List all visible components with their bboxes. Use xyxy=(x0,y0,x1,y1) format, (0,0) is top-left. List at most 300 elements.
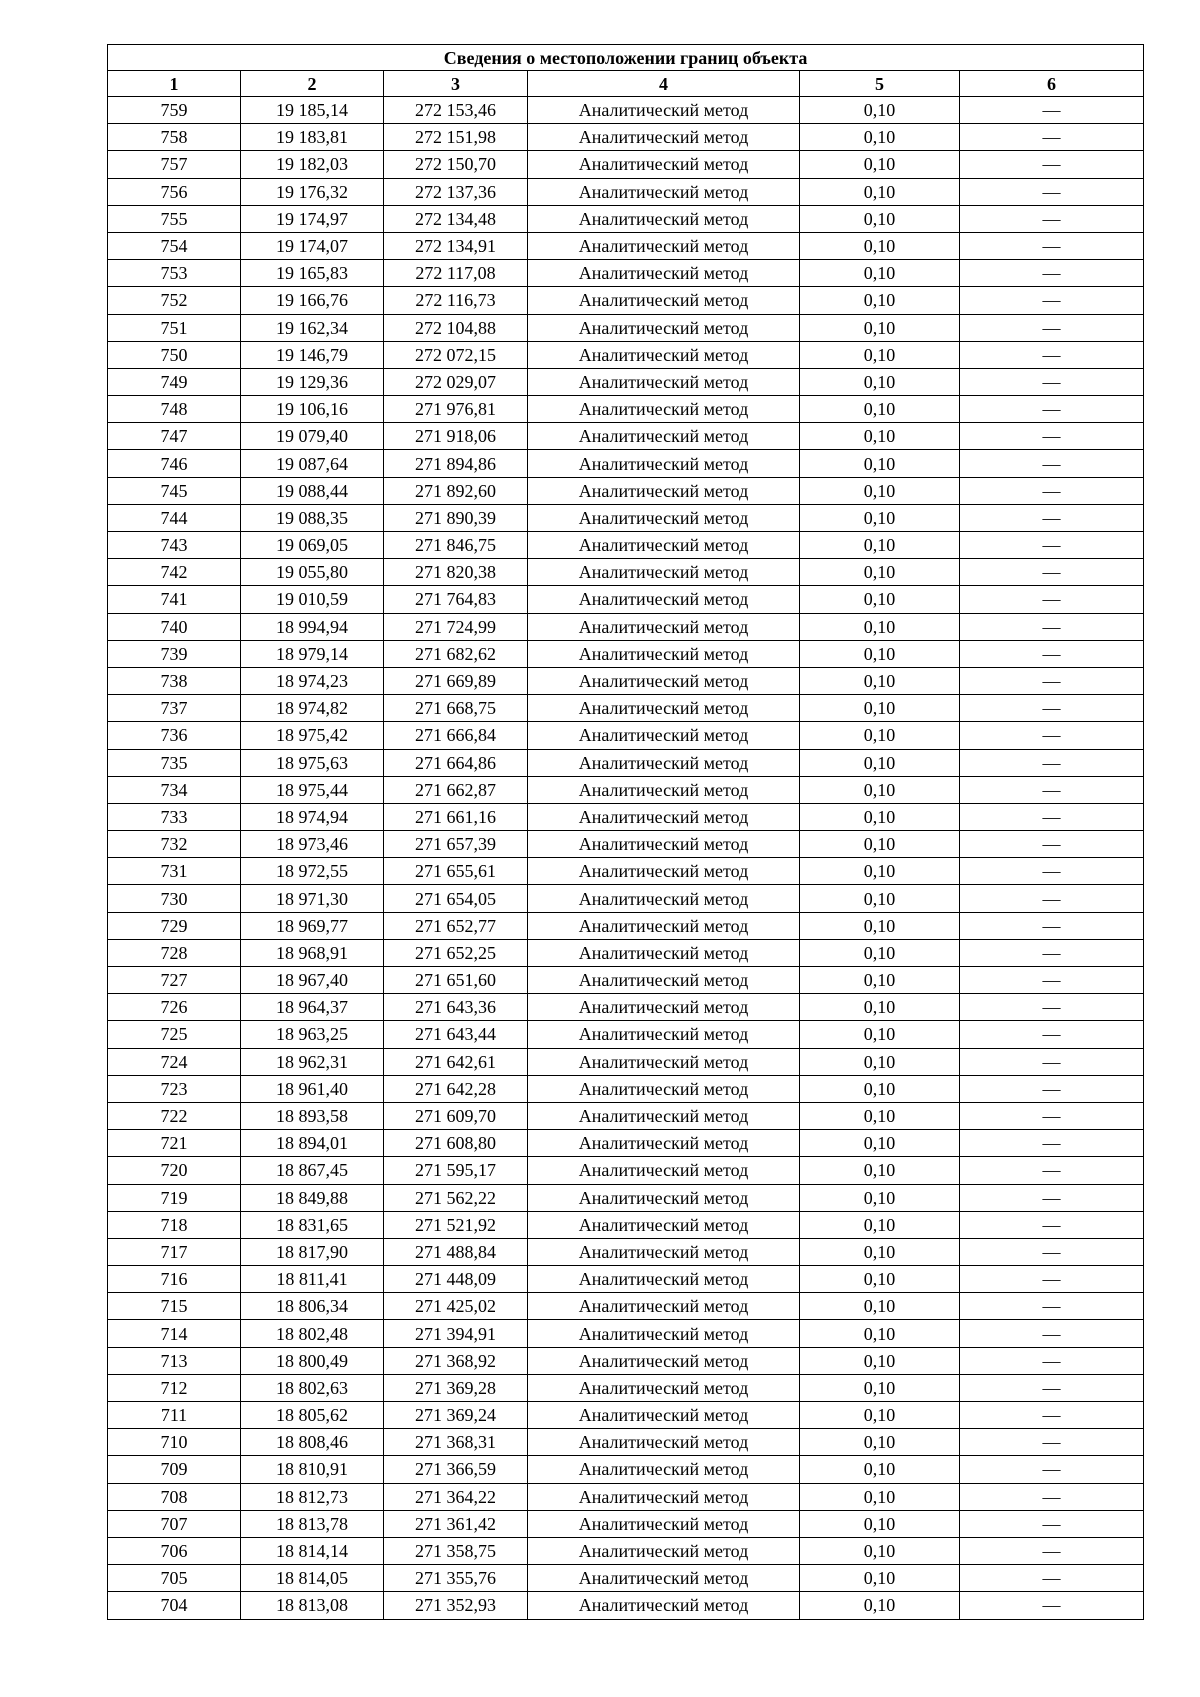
note-cell: — xyxy=(960,504,1144,531)
table-row xyxy=(108,1483,1144,1510)
column-header: 1 xyxy=(108,71,241,97)
note-cell: — xyxy=(960,1184,1144,1211)
table-row xyxy=(108,205,1144,232)
note-cell: — xyxy=(960,1157,1144,1184)
method-cell: Аналитический метод xyxy=(528,1238,800,1265)
x-coordinate-cell: 19 185,14 xyxy=(241,97,384,124)
x-coordinate-cell: 18 964,37 xyxy=(241,994,384,1021)
method-cell: Аналитический метод xyxy=(528,232,800,259)
note-cell: — xyxy=(960,1048,1144,1075)
note-cell: — xyxy=(960,450,1144,477)
table-row xyxy=(108,722,1144,749)
y-coordinate-cell: 271 608,80 xyxy=(384,1130,528,1157)
table-row xyxy=(108,1211,1144,1238)
note-cell: — xyxy=(960,232,1144,259)
note-cell: — xyxy=(960,831,1144,858)
note-cell: — xyxy=(960,124,1144,151)
method-cell: Аналитический метод xyxy=(528,151,800,178)
precision-cell: 0,10 xyxy=(800,1347,960,1374)
method-cell: Аналитический метод xyxy=(528,613,800,640)
precision-cell: 0,10 xyxy=(800,1157,960,1184)
y-coordinate-cell: 271 352,93 xyxy=(384,1592,528,1619)
table-row xyxy=(108,1266,1144,1293)
x-coordinate-cell: 18 894,01 xyxy=(241,1130,384,1157)
method-cell: Аналитический метод xyxy=(528,260,800,287)
document-sheet xyxy=(107,44,1143,1620)
point-number-cell: 718 xyxy=(108,1211,241,1238)
point-number-cell: 713 xyxy=(108,1347,241,1374)
point-number-cell: 742 xyxy=(108,559,241,586)
x-coordinate-cell: 19 166,76 xyxy=(241,287,384,314)
table-row xyxy=(108,287,1144,314)
x-coordinate-cell: 18 849,88 xyxy=(241,1184,384,1211)
method-cell: Аналитический метод xyxy=(528,749,800,776)
note-cell: — xyxy=(960,368,1144,395)
note-cell: — xyxy=(960,178,1144,205)
point-number-cell: 728 xyxy=(108,939,241,966)
x-coordinate-cell: 18 811,41 xyxy=(241,1266,384,1293)
x-coordinate-cell: 18 975,42 xyxy=(241,722,384,749)
precision-cell: 0,10 xyxy=(800,260,960,287)
note-cell: — xyxy=(960,260,1144,287)
precision-cell: 0,10 xyxy=(800,722,960,749)
point-number-cell: 727 xyxy=(108,967,241,994)
note-cell: — xyxy=(960,1402,1144,1429)
point-number-cell: 710 xyxy=(108,1429,241,1456)
note-cell: — xyxy=(960,1320,1144,1347)
table-row xyxy=(108,967,1144,994)
x-coordinate-cell: 18 813,78 xyxy=(241,1510,384,1537)
point-number-cell: 705 xyxy=(108,1565,241,1592)
method-cell: Аналитический метод xyxy=(528,450,800,477)
y-coordinate-cell: 272 151,98 xyxy=(384,124,528,151)
table-row xyxy=(108,532,1144,559)
y-coordinate-cell: 272 117,08 xyxy=(384,260,528,287)
precision-cell: 0,10 xyxy=(800,1374,960,1401)
point-number-cell: 708 xyxy=(108,1483,241,1510)
note-cell: — xyxy=(960,1238,1144,1265)
method-cell: Аналитический метод xyxy=(528,1429,800,1456)
precision-cell: 0,10 xyxy=(800,1238,960,1265)
note-cell: — xyxy=(960,1347,1144,1374)
y-coordinate-cell: 271 669,89 xyxy=(384,667,528,694)
y-coordinate-cell: 271 609,70 xyxy=(384,1102,528,1129)
y-coordinate-cell: 271 488,84 xyxy=(384,1238,528,1265)
precision-cell: 0,10 xyxy=(800,912,960,939)
point-number-cell: 754 xyxy=(108,232,241,259)
column-header: 5 xyxy=(800,71,960,97)
x-coordinate-cell: 19 174,07 xyxy=(241,232,384,259)
point-number-cell: 739 xyxy=(108,640,241,667)
x-coordinate-cell: 18 968,91 xyxy=(241,939,384,966)
precision-cell: 0,10 xyxy=(800,695,960,722)
point-number-cell: 752 xyxy=(108,287,241,314)
x-coordinate-cell: 18 814,05 xyxy=(241,1565,384,1592)
point-number-cell: 724 xyxy=(108,1048,241,1075)
precision-cell: 0,10 xyxy=(800,178,960,205)
table-row xyxy=(108,885,1144,912)
table-row xyxy=(108,939,1144,966)
note-cell: — xyxy=(960,1211,1144,1238)
method-cell: Аналитический метод xyxy=(528,1021,800,1048)
x-coordinate-cell: 18 974,23 xyxy=(241,667,384,694)
point-number-cell: 758 xyxy=(108,124,241,151)
x-coordinate-cell: 18 974,82 xyxy=(241,695,384,722)
y-coordinate-cell: 271 918,06 xyxy=(384,423,528,450)
table-row xyxy=(108,749,1144,776)
note-cell: — xyxy=(960,423,1144,450)
precision-cell: 0,10 xyxy=(800,939,960,966)
x-coordinate-cell: 18 813,08 xyxy=(241,1592,384,1619)
table-row xyxy=(108,667,1144,694)
y-coordinate-cell: 271 642,28 xyxy=(384,1075,528,1102)
column-header: 3 xyxy=(384,71,528,97)
x-coordinate-cell: 18 962,31 xyxy=(241,1048,384,1075)
point-number-cell: 731 xyxy=(108,858,241,885)
method-cell: Аналитический метод xyxy=(528,368,800,395)
note-cell: — xyxy=(960,613,1144,640)
caption-row xyxy=(108,45,1144,71)
point-number-cell: 712 xyxy=(108,1374,241,1401)
y-coordinate-cell: 271 682,62 xyxy=(384,640,528,667)
table-row xyxy=(108,1075,1144,1102)
table-row xyxy=(108,124,1144,151)
x-coordinate-cell: 18 814,14 xyxy=(241,1537,384,1564)
note-cell: — xyxy=(960,640,1144,667)
table-row xyxy=(108,1048,1144,1075)
precision-cell: 0,10 xyxy=(800,151,960,178)
x-coordinate-cell: 19 165,83 xyxy=(241,260,384,287)
precision-cell: 0,10 xyxy=(800,423,960,450)
method-cell: Аналитический метод xyxy=(528,640,800,667)
y-coordinate-cell: 272 134,48 xyxy=(384,205,528,232)
note-cell: — xyxy=(960,776,1144,803)
method-cell: Аналитический метод xyxy=(528,504,800,531)
table-row xyxy=(108,477,1144,504)
precision-cell: 0,10 xyxy=(800,1429,960,1456)
x-coordinate-cell: 18 994,94 xyxy=(241,613,384,640)
point-number-cell: 745 xyxy=(108,477,241,504)
method-cell: Аналитический метод xyxy=(528,97,800,124)
table-row xyxy=(108,586,1144,613)
x-coordinate-cell: 18 802,63 xyxy=(241,1374,384,1401)
note-cell: — xyxy=(960,1130,1144,1157)
method-cell: Аналитический метод xyxy=(528,885,800,912)
column-header: 2 xyxy=(241,71,384,97)
x-coordinate-cell: 18 973,46 xyxy=(241,831,384,858)
x-coordinate-cell: 18 867,45 xyxy=(241,1157,384,1184)
column-header: 6 xyxy=(960,71,1144,97)
point-number-cell: 707 xyxy=(108,1510,241,1537)
y-coordinate-cell: 272 150,70 xyxy=(384,151,528,178)
x-coordinate-cell: 18 972,55 xyxy=(241,858,384,885)
y-coordinate-cell: 271 366,59 xyxy=(384,1456,528,1483)
precision-cell: 0,10 xyxy=(800,97,960,124)
point-number-cell: 730 xyxy=(108,885,241,912)
table-row xyxy=(108,1565,1144,1592)
table-row xyxy=(108,232,1144,259)
note-cell: — xyxy=(960,586,1144,613)
table-row xyxy=(108,1320,1144,1347)
table-row xyxy=(108,695,1144,722)
precision-cell: 0,10 xyxy=(800,1592,960,1619)
table-row xyxy=(108,396,1144,423)
y-coordinate-cell: 271 657,39 xyxy=(384,831,528,858)
precision-cell: 0,10 xyxy=(800,1102,960,1129)
x-coordinate-cell: 18 961,40 xyxy=(241,1075,384,1102)
precision-cell: 0,10 xyxy=(800,1048,960,1075)
method-cell: Аналитический метод xyxy=(528,423,800,450)
note-cell: — xyxy=(960,912,1144,939)
precision-cell: 0,10 xyxy=(800,396,960,423)
x-coordinate-cell: 19 055,80 xyxy=(241,559,384,586)
table-row xyxy=(108,1157,1144,1184)
note-cell: — xyxy=(960,939,1144,966)
y-coordinate-cell: 271 368,92 xyxy=(384,1347,528,1374)
point-number-cell: 749 xyxy=(108,368,241,395)
precision-cell: 0,10 xyxy=(800,314,960,341)
x-coordinate-cell: 19 088,35 xyxy=(241,504,384,531)
table-row xyxy=(108,1456,1144,1483)
note-cell: — xyxy=(960,695,1144,722)
method-cell: Аналитический метод xyxy=(528,396,800,423)
table-body xyxy=(108,97,1144,1620)
x-coordinate-cell: 18 893,58 xyxy=(241,1102,384,1129)
point-number-cell: 716 xyxy=(108,1266,241,1293)
x-coordinate-cell: 19 087,64 xyxy=(241,450,384,477)
y-coordinate-cell: 271 643,44 xyxy=(384,1021,528,1048)
table-row xyxy=(108,640,1144,667)
note-cell: — xyxy=(960,1483,1144,1510)
y-coordinate-cell: 271 820,38 xyxy=(384,559,528,586)
x-coordinate-cell: 18 817,90 xyxy=(241,1238,384,1265)
note-cell: — xyxy=(960,967,1144,994)
point-number-cell: 756 xyxy=(108,178,241,205)
x-coordinate-cell: 18 979,14 xyxy=(241,640,384,667)
y-coordinate-cell: 271 369,28 xyxy=(384,1374,528,1401)
point-number-cell: 743 xyxy=(108,532,241,559)
method-cell: Аналитический метод xyxy=(528,994,800,1021)
precision-cell: 0,10 xyxy=(800,803,960,830)
point-number-cell: 741 xyxy=(108,586,241,613)
note-cell: — xyxy=(960,1537,1144,1564)
point-number-cell: 721 xyxy=(108,1130,241,1157)
precision-cell: 0,10 xyxy=(800,1320,960,1347)
precision-cell: 0,10 xyxy=(800,1456,960,1483)
y-coordinate-cell: 271 368,31 xyxy=(384,1429,528,1456)
method-cell: Аналитический метод xyxy=(528,722,800,749)
precision-cell: 0,10 xyxy=(800,287,960,314)
x-coordinate-cell: 19 146,79 xyxy=(241,341,384,368)
x-coordinate-cell: 18 971,30 xyxy=(241,885,384,912)
y-coordinate-cell: 272 104,88 xyxy=(384,314,528,341)
table-row xyxy=(108,994,1144,1021)
x-coordinate-cell: 18 810,91 xyxy=(241,1456,384,1483)
table-row xyxy=(108,613,1144,640)
y-coordinate-cell: 271 652,25 xyxy=(384,939,528,966)
method-cell: Аналитический метод xyxy=(528,939,800,966)
method-cell: Аналитический метод xyxy=(528,831,800,858)
point-number-cell: 751 xyxy=(108,314,241,341)
x-coordinate-cell: 18 967,40 xyxy=(241,967,384,994)
method-cell: Аналитический метод xyxy=(528,1293,800,1320)
table-row xyxy=(108,858,1144,885)
y-coordinate-cell: 271 654,05 xyxy=(384,885,528,912)
table-row xyxy=(108,803,1144,830)
note-cell: — xyxy=(960,1565,1144,1592)
note-cell: — xyxy=(960,858,1144,885)
note-cell: — xyxy=(960,477,1144,504)
method-cell: Аналитический метод xyxy=(528,1184,800,1211)
precision-cell: 0,10 xyxy=(800,559,960,586)
y-coordinate-cell: 271 892,60 xyxy=(384,477,528,504)
table-row xyxy=(108,1510,1144,1537)
table-row xyxy=(108,1429,1144,1456)
table-row xyxy=(108,97,1144,124)
y-coordinate-cell: 271 652,77 xyxy=(384,912,528,939)
x-coordinate-cell: 19 079,40 xyxy=(241,423,384,450)
table-row xyxy=(108,151,1144,178)
x-coordinate-cell: 18 969,77 xyxy=(241,912,384,939)
precision-cell: 0,10 xyxy=(800,450,960,477)
x-coordinate-cell: 18 800,49 xyxy=(241,1347,384,1374)
x-coordinate-cell: 19 183,81 xyxy=(241,124,384,151)
method-cell: Аналитический метод xyxy=(528,477,800,504)
note-cell: — xyxy=(960,803,1144,830)
precision-cell: 0,10 xyxy=(800,613,960,640)
x-coordinate-cell: 19 088,44 xyxy=(241,477,384,504)
precision-cell: 0,10 xyxy=(800,885,960,912)
note-cell: — xyxy=(960,885,1144,912)
table-row xyxy=(108,912,1144,939)
table-row xyxy=(108,559,1144,586)
point-number-cell: 704 xyxy=(108,1592,241,1619)
point-number-cell: 735 xyxy=(108,749,241,776)
point-number-cell: 717 xyxy=(108,1238,241,1265)
note-cell: — xyxy=(960,1293,1144,1320)
method-cell: Аналитический метод xyxy=(528,205,800,232)
method-cell: Аналитический метод xyxy=(528,1374,800,1401)
note-cell: — xyxy=(960,396,1144,423)
note-cell: — xyxy=(960,1374,1144,1401)
y-coordinate-cell: 271 724,99 xyxy=(384,613,528,640)
x-coordinate-cell: 18 975,44 xyxy=(241,776,384,803)
y-coordinate-cell: 272 116,73 xyxy=(384,287,528,314)
y-coordinate-cell: 271 764,83 xyxy=(384,586,528,613)
table-row xyxy=(108,831,1144,858)
method-cell: Аналитический метод xyxy=(528,124,800,151)
y-coordinate-cell: 271 562,22 xyxy=(384,1184,528,1211)
note-cell: — xyxy=(960,151,1144,178)
precision-cell: 0,10 xyxy=(800,858,960,885)
note-cell: — xyxy=(960,749,1144,776)
method-cell: Аналитический метод xyxy=(528,1510,800,1537)
y-coordinate-cell: 271 595,17 xyxy=(384,1157,528,1184)
point-number-cell: 726 xyxy=(108,994,241,1021)
method-cell: Аналитический метод xyxy=(528,1402,800,1429)
precision-cell: 0,10 xyxy=(800,831,960,858)
method-cell: Аналитический метод xyxy=(528,1211,800,1238)
method-cell: Аналитический метод xyxy=(528,314,800,341)
precision-cell: 0,10 xyxy=(800,967,960,994)
x-coordinate-cell: 18 802,48 xyxy=(241,1320,384,1347)
table-row xyxy=(108,1374,1144,1401)
note-cell: — xyxy=(960,1075,1144,1102)
note-cell: — xyxy=(960,314,1144,341)
table-row xyxy=(108,1347,1144,1374)
column-header-row xyxy=(108,71,1144,97)
y-coordinate-cell: 271 355,76 xyxy=(384,1565,528,1592)
precision-cell: 0,10 xyxy=(800,368,960,395)
precision-cell: 0,10 xyxy=(800,586,960,613)
y-coordinate-cell: 272 072,15 xyxy=(384,341,528,368)
table-row xyxy=(108,504,1144,531)
point-number-cell: 755 xyxy=(108,205,241,232)
y-coordinate-cell: 271 890,39 xyxy=(384,504,528,531)
method-cell: Аналитический метод xyxy=(528,858,800,885)
method-cell: Аналитический метод xyxy=(528,1565,800,1592)
x-coordinate-cell: 18 831,65 xyxy=(241,1211,384,1238)
method-cell: Аналитический метод xyxy=(528,803,800,830)
precision-cell: 0,10 xyxy=(800,994,960,1021)
method-cell: Аналитический метод xyxy=(528,559,800,586)
note-cell: — xyxy=(960,1429,1144,1456)
method-cell: Аналитический метод xyxy=(528,1483,800,1510)
y-coordinate-cell: 271 976,81 xyxy=(384,396,528,423)
table-row xyxy=(108,1021,1144,1048)
y-coordinate-cell: 271 358,75 xyxy=(384,1537,528,1564)
precision-cell: 0,10 xyxy=(800,749,960,776)
point-number-cell: 759 xyxy=(108,97,241,124)
x-coordinate-cell: 18 974,94 xyxy=(241,803,384,830)
method-cell: Аналитический метод xyxy=(528,776,800,803)
point-number-cell: 732 xyxy=(108,831,241,858)
precision-cell: 0,10 xyxy=(800,532,960,559)
precision-cell: 0,10 xyxy=(800,504,960,531)
y-coordinate-cell: 271 846,75 xyxy=(384,532,528,559)
note-cell: — xyxy=(960,994,1144,1021)
x-coordinate-cell: 19 162,34 xyxy=(241,314,384,341)
method-cell: Аналитический метод xyxy=(528,586,800,613)
table-row xyxy=(108,1238,1144,1265)
note-cell: — xyxy=(960,1510,1144,1537)
point-number-cell: 753 xyxy=(108,260,241,287)
point-number-cell: 725 xyxy=(108,1021,241,1048)
x-coordinate-cell: 19 010,59 xyxy=(241,586,384,613)
precision-cell: 0,10 xyxy=(800,1293,960,1320)
method-cell: Аналитический метод xyxy=(528,1130,800,1157)
method-cell: Аналитический метод xyxy=(528,178,800,205)
point-number-cell: 733 xyxy=(108,803,241,830)
point-number-cell: 729 xyxy=(108,912,241,939)
x-coordinate-cell: 19 069,05 xyxy=(241,532,384,559)
y-coordinate-cell: 271 361,42 xyxy=(384,1510,528,1537)
y-coordinate-cell: 271 448,09 xyxy=(384,1266,528,1293)
note-cell: — xyxy=(960,205,1144,232)
y-coordinate-cell: 272 137,36 xyxy=(384,178,528,205)
table-row xyxy=(108,368,1144,395)
precision-cell: 0,10 xyxy=(800,776,960,803)
x-coordinate-cell: 19 182,03 xyxy=(241,151,384,178)
method-cell: Аналитический метод xyxy=(528,1592,800,1619)
x-coordinate-cell: 18 808,46 xyxy=(241,1429,384,1456)
precision-cell: 0,10 xyxy=(800,1211,960,1238)
point-number-cell: 720 xyxy=(108,1157,241,1184)
y-coordinate-cell: 271 394,91 xyxy=(384,1320,528,1347)
table-row xyxy=(108,1102,1144,1129)
x-coordinate-cell: 19 176,32 xyxy=(241,178,384,205)
x-coordinate-cell: 19 129,36 xyxy=(241,368,384,395)
